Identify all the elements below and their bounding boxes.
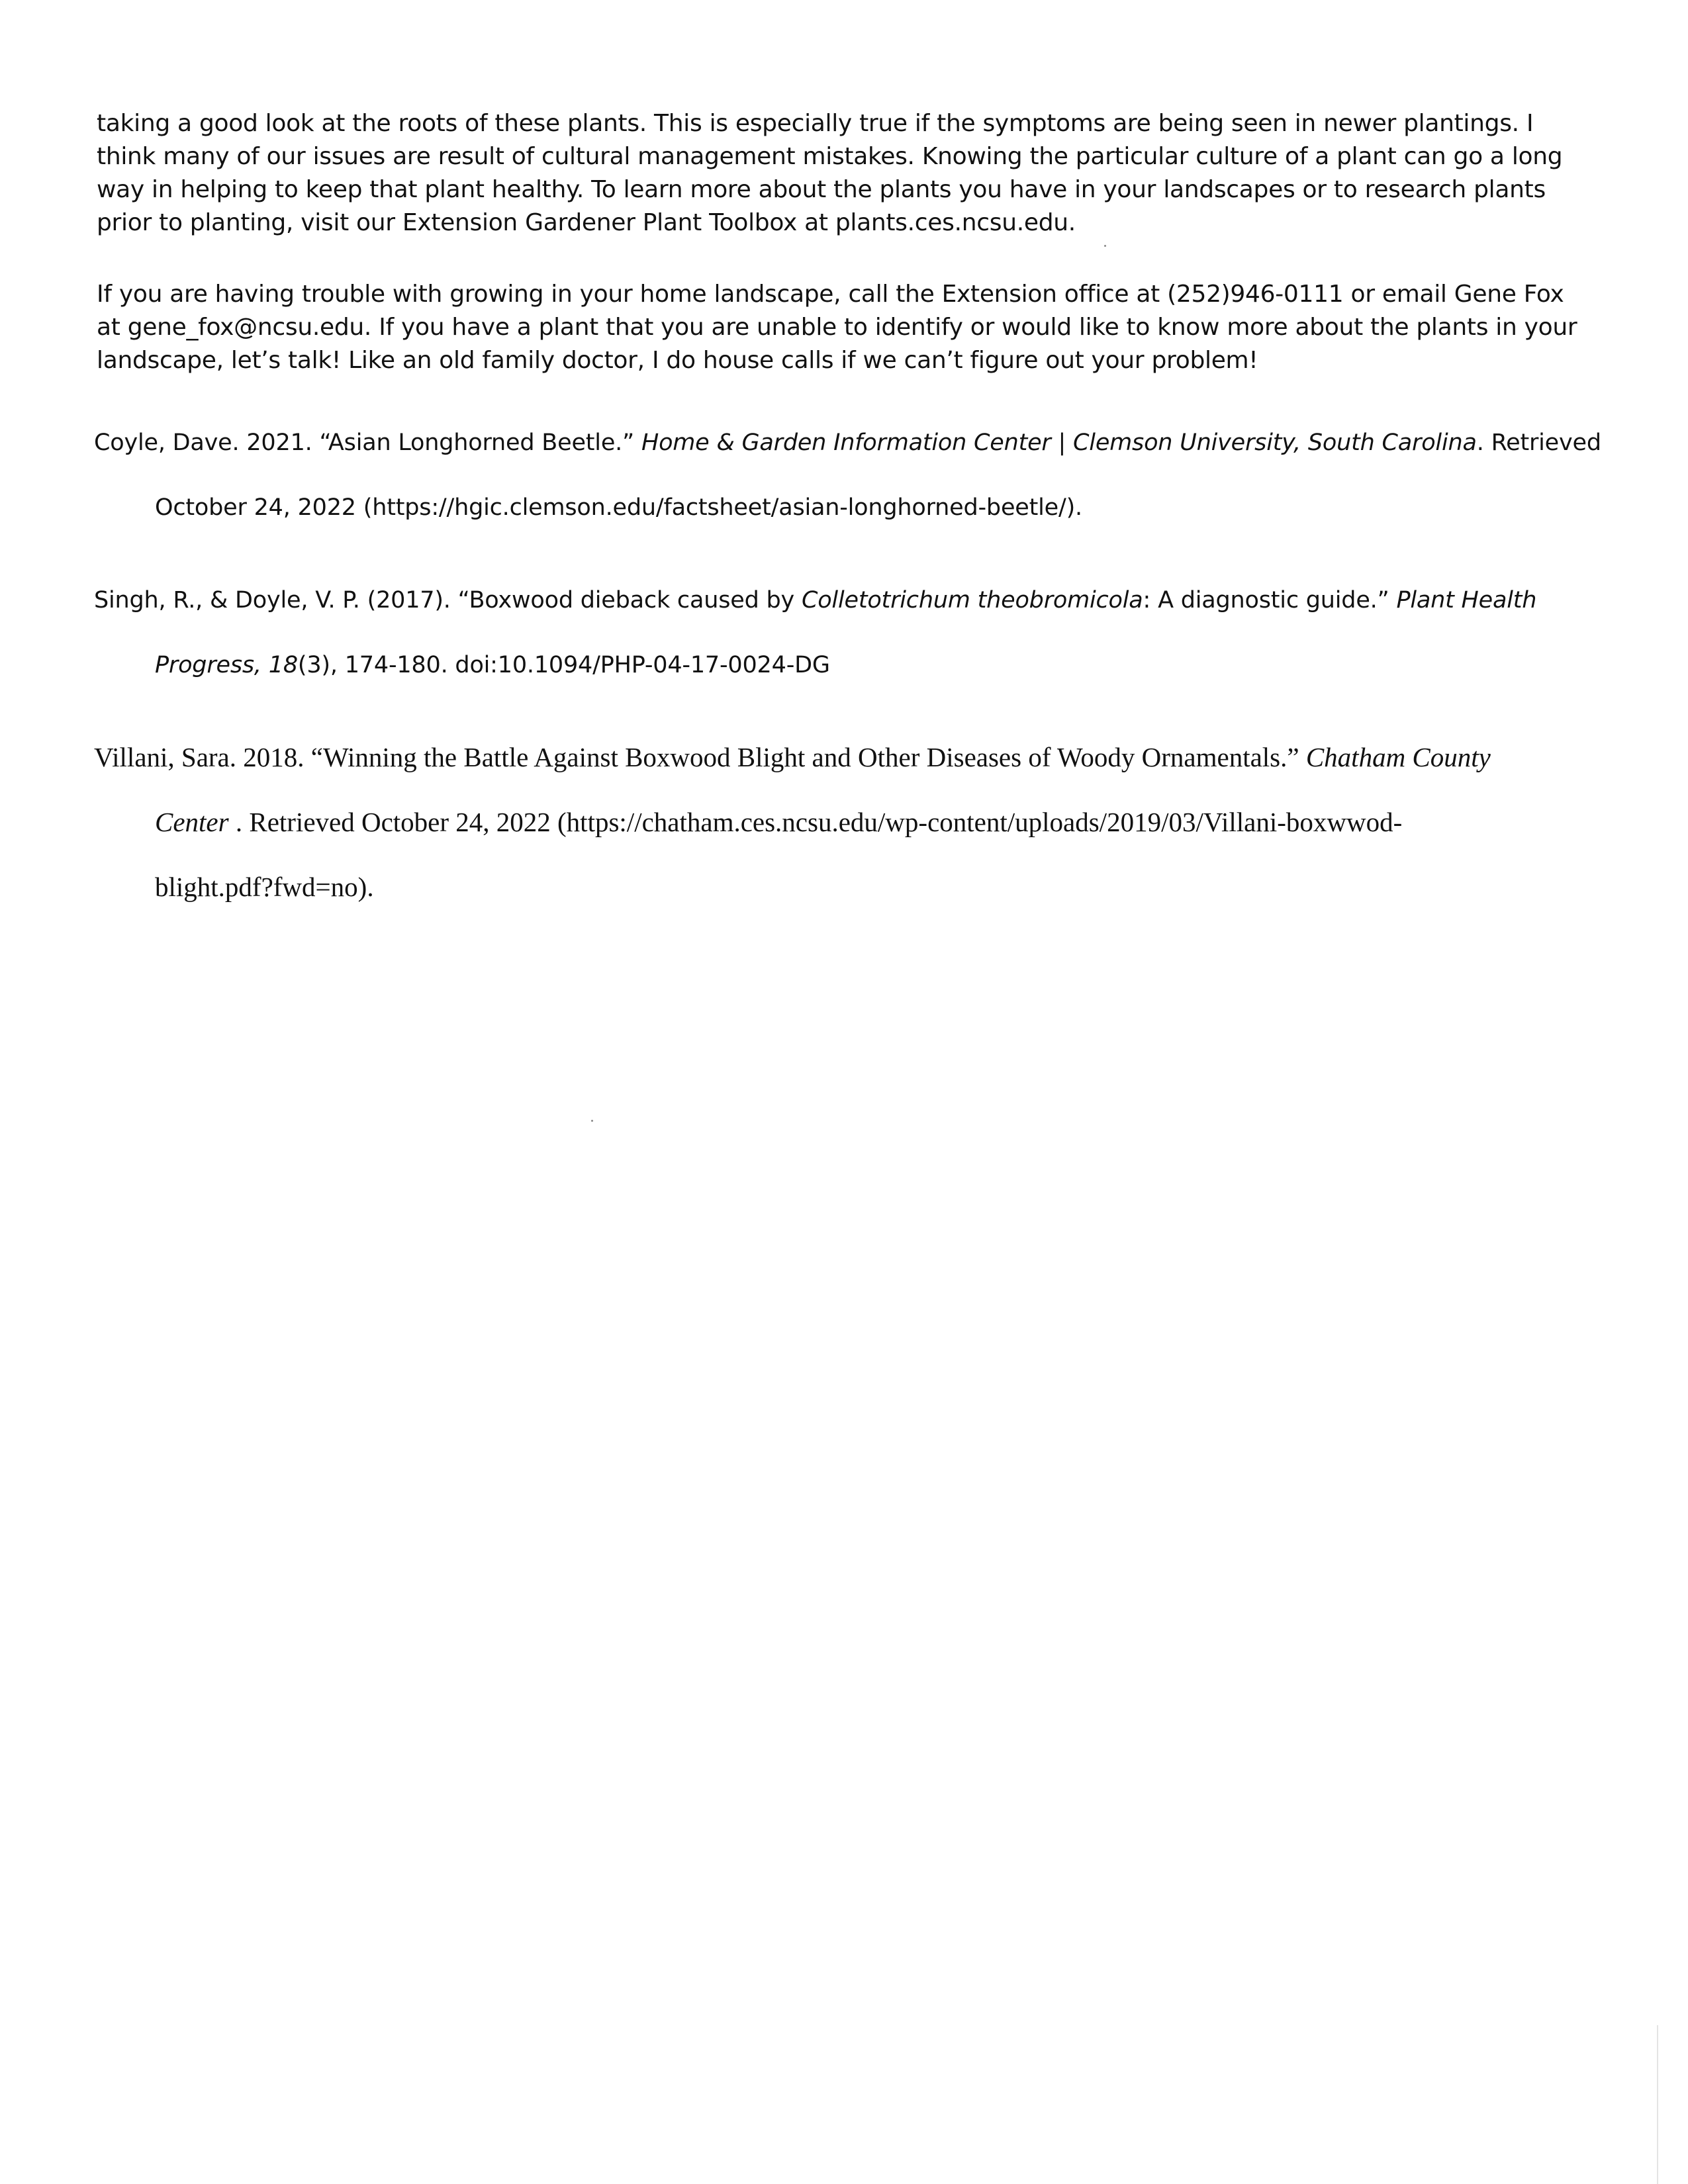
scan-edge-line [1657,2025,1658,2184]
reference-singh-pages-doi: (3), 174-180. doi:10.1094/PHP-04-17-0024-DG [297,652,830,678]
reference-villani [94,725,1590,919]
body-paragraph-roots: taking a good look at the roots of these plants. This is especially true if the symptoms are being seen in newer plantings. I think many of our issues are result of cultural management mistakes. Knowing the particular culture of a plant can go a long way in helping to keep that plant healthy. To learn more about the plants you have in your landscapes or to research plants prior to planting, visit our Extension Gardener Plant Toolbox at plants.ces.ncsu.edu. [97,110,1563,236]
reference-coyle [94,410,1601,540]
reference-coyle-author-title: Coyle, Dave. 2021. “Asian Longhorned Beetle.” [94,430,641,456]
reference-singh-species: Colletotrichum theobromicola [801,587,1143,614]
reference-villani-retrieved-url: . Retrieved October 24, 2022 (https://chatham.ces.ncsu.edu/wp-content/uploads/2019/03/Villani-boxwwod- [228,807,1403,837]
reference-villani-line-2 [94,790,1590,854]
scan-speck [591,1120,593,1122]
reference-singh-title-end: : A diagnostic guide.” [1143,587,1397,614]
reference-coyle-source: Home & Garden Information Center | Clemson University, South Carolina [641,430,1477,456]
reference-villani-source-part-2: Center [155,807,229,837]
reference-singh-journal-volume: Progress, 18 [155,652,298,678]
reference-singh-line-2 [94,633,1590,698]
reference-singh [94,568,1590,698]
reference-villani-source-part-1: Chatham County [1305,742,1491,772]
reference-singh-journal: Plant Health [1396,587,1537,614]
reference-coyle-line-1 [94,410,1601,475]
reference-coyle-retrieved: . Retrieved [1476,430,1601,456]
reference-singh-line-1 [94,568,1590,633]
reference-villani-line-3: blight.pdf?fwd=no). [155,872,374,902]
body-paragraph-contact: If you are having trouble with growing in your home landscape, call the Extension office at (252)946-0111 or email Gene Fox at gene_fox@ncsu.edu. If you have a plant that you are unable to identify or would like to know more about the plants in your landscape, let’s talk! Like an old family doctor, I do house calls if we can’t figure out your problem! [97,281,1577,374]
reference-singh-author-title: Singh, R., & Doyle, V. P. (2017). “Boxwood dieback caused by [94,587,802,614]
reference-coyle-line-2: October 24, 2022 (https://hgic.clemson.edu/factsheet/asian-longhorned-beetle/). [155,494,1082,521]
reference-villani-author-title: Villani, Sara. 2018. “Winning the Battle Against Boxwood Blight and Other Diseases of Woody Ornamentals.” [94,742,1306,772]
reference-villani-line-1 [94,725,1590,790]
scan-speck [1104,245,1106,247]
